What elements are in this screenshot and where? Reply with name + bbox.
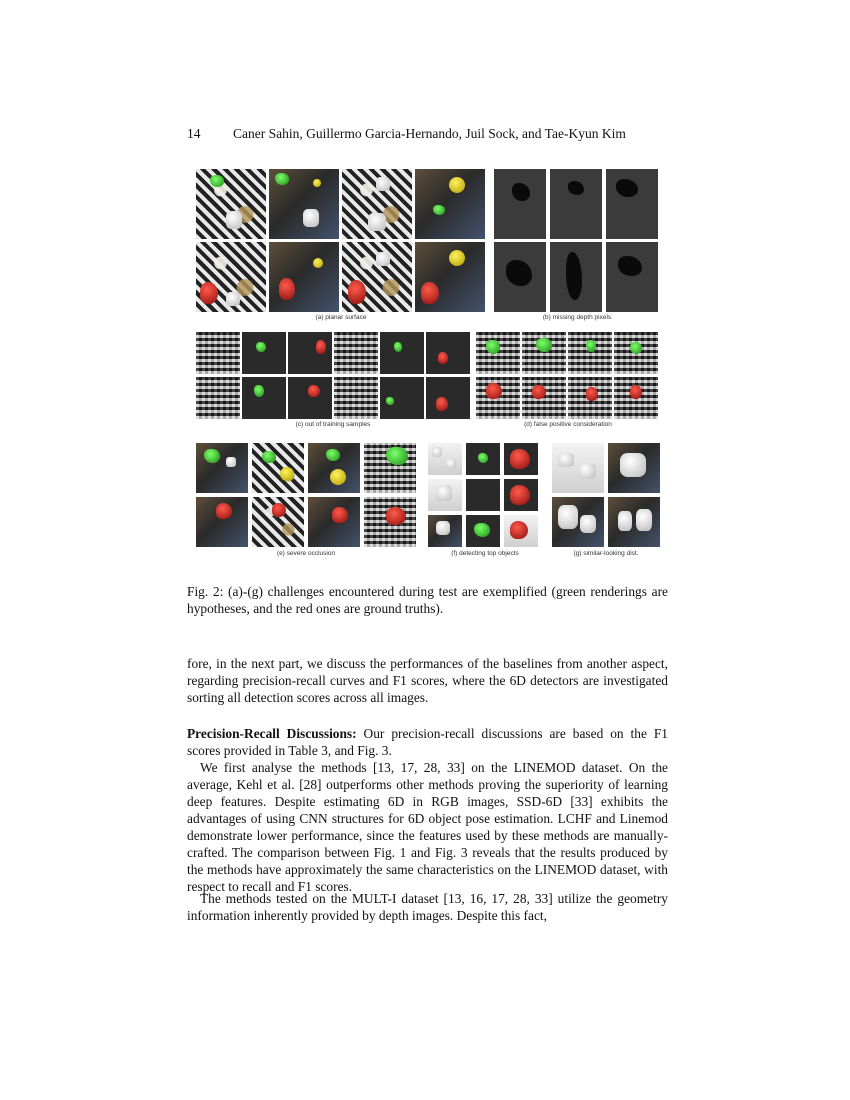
render-thumb	[288, 332, 332, 374]
photo-thumb	[252, 443, 304, 493]
photo-thumb	[269, 169, 339, 239]
photo-thumb	[476, 332, 520, 374]
photo-thumb	[608, 497, 660, 547]
photo-thumb	[568, 377, 612, 419]
figure-2	[196, 169, 660, 559]
photo-thumb	[196, 377, 240, 419]
photo-thumb	[269, 242, 339, 312]
depth-thumb	[550, 169, 602, 239]
photo-thumb	[364, 497, 416, 547]
photo-thumb	[476, 377, 520, 419]
panel-b-missing-depth	[494, 169, 660, 324]
depth-thumb	[550, 242, 602, 312]
photo-thumb	[334, 332, 378, 374]
paragraph-text	[187, 725, 668, 759]
photo-thumb	[428, 479, 462, 511]
photo-thumb	[415, 169, 485, 239]
photo-thumb	[196, 332, 240, 374]
photo-thumb	[364, 443, 416, 493]
subcaption-a: (a) planar surface	[315, 314, 367, 321]
render-thumb	[242, 332, 286, 374]
photo-thumb	[334, 377, 378, 419]
render-thumb	[380, 377, 424, 419]
render-thumb	[466, 515, 500, 547]
photo-thumb	[552, 497, 604, 547]
photo-thumb	[608, 443, 660, 493]
photo-thumb	[252, 497, 304, 547]
render-thumb	[426, 332, 470, 374]
panel-g-similar-looking	[552, 443, 660, 559]
subcaption-f: (f) detecting top objects	[451, 550, 519, 557]
author-list: Caner Sahin, Guillermo Garcia-Hernando, Juil Sock, and Tae-Kyun Kim	[233, 126, 626, 141]
paragraph-text: The methods tested on the MULT-I dataset [13, 16, 17, 28, 33] utilize the geometry information inherently provided by depth images. Despite this fact,	[187, 891, 668, 923]
subcaption-d: (d) false positive consideration	[524, 421, 612, 428]
paragraph-continuation: Our precision-recall discussions are based on the F1 scores provided in Table 3, and Fig. 3.	[187, 726, 668, 758]
photo-thumb	[522, 332, 566, 374]
figure-caption: Fig. 2: (a)-(g) challenges encountered during test are exemplified (green renderings are hypotheses, and the red ones are ground truths).	[187, 584, 668, 616]
photo-thumb	[568, 332, 612, 374]
subcaption-e: (e) severe occlusion	[276, 550, 336, 557]
photo-thumb	[614, 377, 658, 419]
photo-thumb	[196, 242, 266, 312]
photo-thumb	[196, 169, 266, 239]
panel-d-false-positive	[476, 332, 660, 432]
photo-thumb	[552, 443, 604, 493]
paragraph-text: fore, in the next part, we discuss the performances of the baselines from another aspect, regarding precision-recall curves and F1 scores, where the 6D detectors are investigated sorting all detection scores across all images.	[187, 656, 668, 705]
section-run-in-heading: Precision-Recall Discussions:	[187, 726, 357, 741]
photo-thumb	[614, 332, 658, 374]
panel-e-severe-occlusion	[196, 443, 416, 559]
render-thumb	[426, 377, 470, 419]
body-paragraph-2	[187, 725, 668, 759]
depth-thumb	[494, 169, 546, 239]
render-thumb	[380, 332, 424, 374]
subcaption-g: (g) similar-looking dist.	[573, 550, 639, 557]
subcaption-c: (c) out of training samples	[295, 421, 371, 428]
photo-thumb	[415, 242, 485, 312]
render-thumb	[504, 443, 538, 475]
photo-thumb	[196, 443, 248, 493]
photo-thumb	[308, 497, 360, 547]
panel-f-top-objects	[428, 443, 542, 559]
depth-thumb	[606, 169, 658, 239]
render-thumb	[466, 479, 500, 511]
photo-thumb	[428, 515, 462, 547]
body-paragraph-4	[187, 890, 668, 924]
render-thumb	[466, 443, 500, 475]
page-number: 14	[187, 126, 201, 141]
photo-thumb	[308, 443, 360, 493]
render-thumb	[504, 479, 538, 511]
panel-a-planar-surface	[196, 169, 486, 324]
photo-thumb	[522, 377, 566, 419]
body-paragraph-3	[187, 759, 668, 895]
subcaption-b: (b) missing depth pixels	[542, 314, 612, 321]
body-paragraph-1	[187, 655, 668, 706]
render-thumb	[242, 377, 286, 419]
panel-c-out-of-training	[196, 332, 470, 432]
photo-thumb	[196, 497, 248, 547]
photo-thumb	[428, 443, 462, 475]
photo-thumb	[342, 169, 412, 239]
photo-thumb	[342, 242, 412, 312]
photo-thumb	[504, 515, 538, 547]
render-thumb	[288, 377, 332, 419]
paragraph-text: We first analyse the methods [13, 17, 28, 33] on the LINEMOD dataset. On the average, Kehl et al. [28] outperforms other methods proving the superiority of learning deep features. Despite estimating 6D in RGB images, SSD-6D [33] exhibits the advantages of using CNN structures for 6D object pose estimation. LCHF and Linemod demonstrate lower performance, since the features used by these methods are manually-crafted. The comparison between Fig. 1 and Fig. 3 reveals that the results produced by the methods have approximately the same characteristics on the LINEMOD dataset, with respect to recall and F1 scores.	[187, 760, 668, 894]
depth-thumb	[606, 242, 658, 312]
depth-thumb	[494, 242, 546, 312]
